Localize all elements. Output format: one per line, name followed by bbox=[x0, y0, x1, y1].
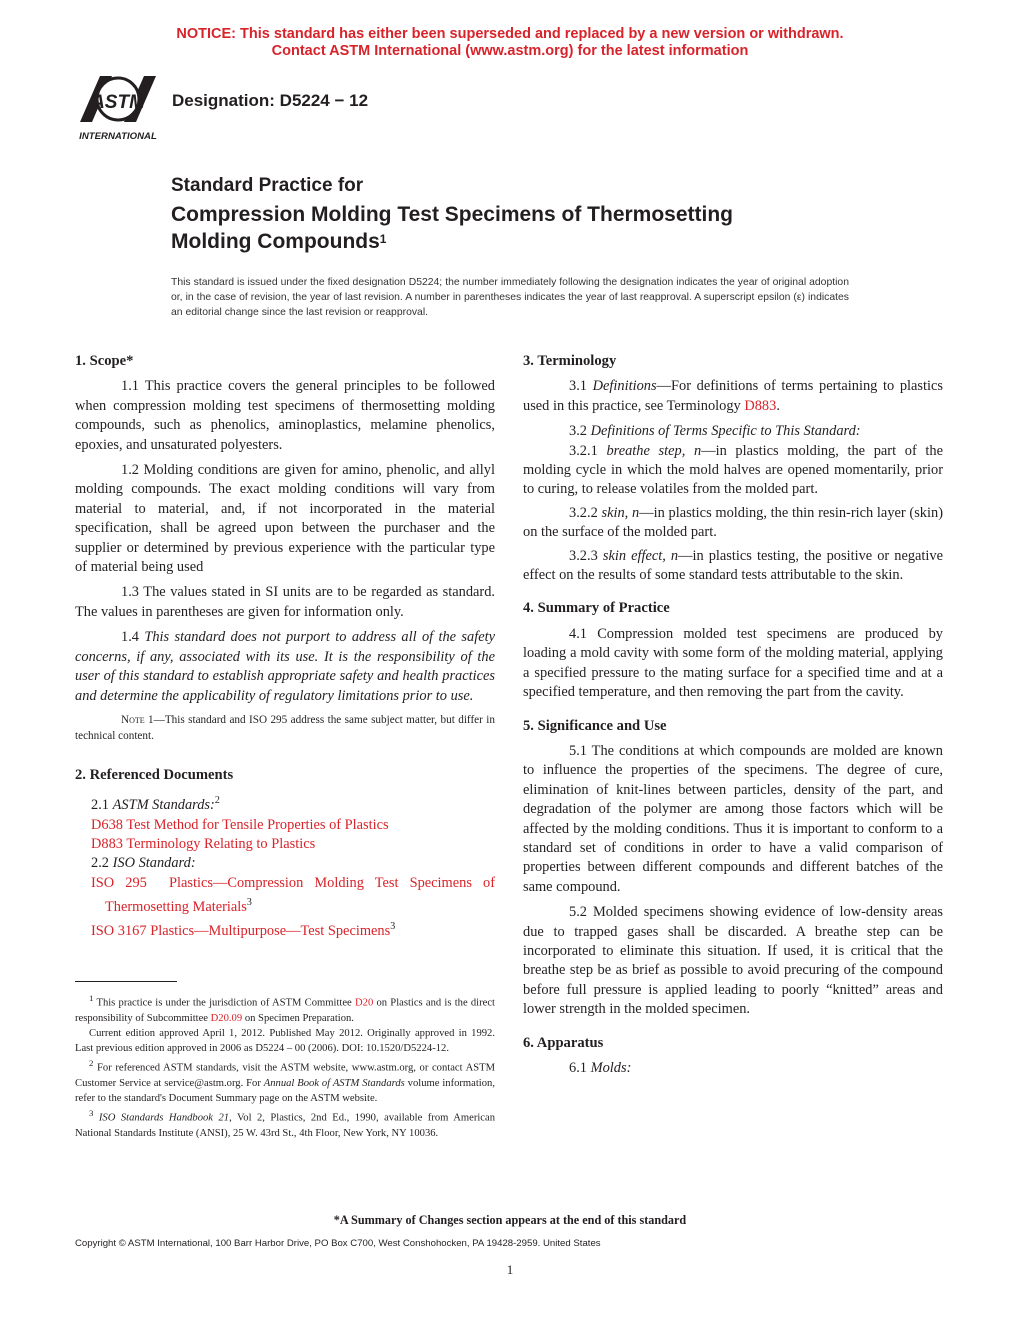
notice-line-2: Contact ASTM International (www.astm.org) for the latest information bbox=[271, 42, 749, 59]
para-2-2-num: 2.2 bbox=[91, 855, 109, 872]
astm-logo-icon bbox=[72, 72, 164, 144]
left-column bbox=[75, 352, 495, 942]
title-line-2: Compression Molding Test Specimens of Thermosetting bbox=[171, 203, 734, 226]
ref-d638-title[interactable]: Test Method for Tensile Properties of Plastics bbox=[126, 816, 389, 833]
footnote-1-text-c: on Specimen Preparation. bbox=[244, 1012, 354, 1024]
footnote-rule bbox=[75, 981, 177, 982]
section-1-heading: 1. Scope* bbox=[75, 353, 134, 369]
title-line-1: Standard Practice for bbox=[171, 175, 364, 196]
footnote-3-italic: ISO Standards Handbook 21 bbox=[98, 1113, 230, 1125]
note-1 bbox=[75, 712, 495, 744]
section-2-heading: 2. Referenced Documents bbox=[75, 766, 234, 783]
section-4-heading: 4. Summary of Practice bbox=[523, 600, 670, 617]
para-3-2-1-text: —in plastics molding, the part of the molding cycle in which the mold halves are opened momentarily, prior to curing, to release volatiles from the molded part. bbox=[523, 442, 943, 498]
para-3-2-1-term: breathe step, n bbox=[606, 442, 702, 459]
notice-line-1: NOTICE: This standard has either been superseded and replaced by a new version or withdrawn. bbox=[176, 26, 844, 42]
para-3-2-2-term: skin, n bbox=[601, 504, 640, 521]
para-3-1-text: —For definitions of terms pertaining to plastics used in this practice, see Terminology bbox=[523, 378, 943, 414]
logo-label: INTERNATIONAL bbox=[79, 131, 157, 142]
ref-d638[interactable] bbox=[91, 816, 495, 835]
footnote-1-link-d20[interactable]: D20 bbox=[355, 997, 374, 1009]
right-column bbox=[523, 352, 943, 1078]
para-3-2-1-num: 3.2.1 bbox=[569, 442, 598, 459]
para-6-1-label: Molds: bbox=[590, 1060, 632, 1076]
ref-iso3167-sup: 3 bbox=[390, 921, 396, 933]
ref-d883-title[interactable]: Terminology Relating to Plastics bbox=[126, 835, 316, 852]
ref-iso295-code[interactable]: ISO 295 bbox=[91, 874, 147, 891]
page-number: 1 bbox=[506, 1262, 514, 1277]
para-6-1 bbox=[523, 1059, 943, 1078]
ref-iso3167-title[interactable]: Plastics—Multipurpose—Test Specimens bbox=[150, 923, 391, 940]
para-3-2-3-num: 3.2.3 bbox=[569, 547, 598, 564]
section-5-heading: 5. Significance and Use bbox=[523, 717, 667, 734]
notice-banner bbox=[0, 26, 1020, 59]
para-2-2 bbox=[91, 854, 495, 873]
footnote-1 bbox=[75, 991, 495, 1026]
para-1-1: 1.1 This practice covers the general principles to be followed when compression molding test specimens of thermosetting molding compounds, such as phenolics, aminoplastics, melamine phenolics, epoxies, and unsaturated polyesters. bbox=[75, 378, 495, 453]
para-2-1-label: ASTM Standards: bbox=[112, 797, 215, 814]
footnote-1-mark: 1 bbox=[89, 993, 94, 1003]
para-2-1-num: 2.1 bbox=[91, 797, 109, 814]
title-footnote-mark: 1 bbox=[379, 232, 387, 246]
para-3-1 bbox=[523, 377, 943, 416]
footnote-3-text: , Vol 2, Plastics, 2nd Ed., 1990, available from American National Standards Institute (ANSI), 25 W. 43rd St., 4th Floor, New York, NY 10036. bbox=[75, 1113, 496, 1140]
para-1-4 bbox=[75, 628, 495, 706]
copyright: Copyright © ASTM International, 100 Barr Harbor Drive, PO Box C700, West Conshohocken, PA 19428-2959. United States bbox=[75, 1238, 601, 1249]
para-3-2 bbox=[523, 422, 943, 441]
para-3-2-3 bbox=[523, 547, 943, 586]
ref-iso295-sup: 3 bbox=[246, 897, 252, 909]
footnotes bbox=[75, 991, 495, 1141]
referenced-documents-list bbox=[75, 791, 495, 941]
para-3-2-2-num: 3.2.2 bbox=[569, 504, 598, 521]
para-3-2-2-text: —in plastics molding, the thin resin-rich layer (skin) on the surface of the molded part. bbox=[523, 504, 943, 541]
summary-of-changes-note: *A Summary of Changes section appears at the end of this standard bbox=[333, 1213, 687, 1227]
footnote-2 bbox=[75, 1056, 495, 1106]
section-6-heading: 6. Apparatus bbox=[523, 1034, 604, 1051]
para-3-2-1 bbox=[523, 442, 943, 500]
footnote-3-mark: 3 bbox=[89, 1108, 94, 1119]
footnote-2-text-a: For referenced ASTM standards, visit the ASTM website, www.astm.org, or contact ASTM Customer Service at service@astm.org. For bbox=[75, 1062, 495, 1090]
para-6-1-num: 6.1 bbox=[569, 1060, 587, 1076]
designation: Designation: D5224 − 12 bbox=[172, 91, 369, 110]
note-1-text: —This standard and ISO 295 address the same subject matter, but differ in technical content. bbox=[75, 713, 495, 742]
para-5-2: 5.2 Molded specimens showing evidence of low-density areas due to trapped gases shall be discarded. A breathe step can be incorporated to eliminate this situation. If used, it is critical that the breathe step be as brief as possible to avoid precuring of the compound before full pressure is applied leading to poorly “knitted” areas and lower strength in the molded specimen. bbox=[523, 904, 943, 1018]
ref-iso295-title[interactable]: Plastics—Compression Molding Test Specimens of Thermosetting Materials bbox=[105, 874, 495, 915]
para-3-2-2 bbox=[523, 504, 943, 543]
note-1-label: Note 1 bbox=[121, 713, 154, 726]
footnote-1-text-a: This practice is under the jurisdiction of ASTM Committee bbox=[96, 997, 352, 1009]
footnote-1-text-b: on Plastics and is the direct responsibility of Subcommittee bbox=[75, 997, 495, 1024]
para-1-3: 1.3 The values stated in SI units are to be regarded as standard. The values in parentheses are given for information only. bbox=[75, 584, 495, 620]
para-3-2-label: Definitions of Terms Specific to This Standard: bbox=[590, 423, 861, 440]
para-2-1-sup: 2 bbox=[214, 795, 220, 807]
para-3-2-3-text: —in plastics testing, the positive or negative effect on the results of some standard tests attributable to the skin. bbox=[523, 547, 944, 584]
para-5-1: 5.1 The conditions at which compounds are molded are known to influence the properties of the specimens. The degree of cure, elimination of knit-lines between particles, density of the part, and degradation of the polymer are among those factors which will be affected by the molding conditions. Thus it is important to conform to a standard set of conditions in order to have a valid comparison of properties between different compounds and different batches of the same compound. bbox=[523, 742, 943, 895]
title-line-3-text: Molding Compounds bbox=[171, 230, 380, 253]
ref-iso3167-code[interactable]: ISO 3167 bbox=[91, 923, 147, 940]
footnote-1-link-d2009[interactable]: D20.09 bbox=[210, 1012, 243, 1024]
link-d883[interactable]: D883 bbox=[744, 397, 777, 414]
section-3-heading: 3. Terminology bbox=[523, 353, 617, 369]
issued-statement: This standard is issued under the fixed designation D5224; the number immediately following the designation indicates the year of original adoption or, in the case of revision, the year of last revision. A number in parentheses indicates the year of last reapproval. A superscript epsilon (ε) indicates an editorial change since the last revision or reapproval. bbox=[171, 277, 849, 318]
ref-d638-code[interactable]: D638 bbox=[91, 816, 123, 833]
para-3-1-end: . bbox=[776, 397, 780, 414]
para-1-4-text: This standard does not purport to address all of the safety concerns, if any, associated with its use. It is the responsibility of the user of this standard to establish appropriate safety and health practices and determine the applicability of regulatory limitations prior to use. bbox=[75, 629, 495, 704]
ref-iso3167[interactable] bbox=[91, 917, 495, 941]
title-line-3 bbox=[171, 228, 891, 255]
footnote-2-text-b: volume information, refer to the standard's Document Summary page on the ASTM website. bbox=[75, 1078, 495, 1105]
footnote-3 bbox=[75, 1106, 495, 1141]
logo-letters: ASTM bbox=[91, 92, 145, 113]
para-1-4-num: 1.4 bbox=[121, 629, 139, 646]
astm-logo bbox=[72, 72, 164, 144]
footnote-2-mark: 2 bbox=[89, 1058, 94, 1069]
ref-d883-code[interactable]: D883 bbox=[91, 835, 123, 852]
ref-d883[interactable] bbox=[91, 835, 495, 854]
para-3-1-label: Definitions bbox=[592, 378, 657, 395]
para-3-1-num: 3.1 bbox=[569, 378, 587, 395]
ref-iso295[interactable] bbox=[91, 874, 495, 918]
para-3-2-3-term: skin effect, n bbox=[602, 547, 679, 564]
para-2-2-label: ISO Standard: bbox=[112, 855, 196, 872]
footnote-2-italic: Annual Book of ASTM Standards bbox=[263, 1078, 405, 1090]
para-1-2: 1.2 Molding conditions are given for amino, phenolic, and allyl molding compounds. The exact molding conditions will vary from material to material, and, if not incorporated in the material specification, shall be agreed upon between the purchaser and the supplier or determined by previous experience with the particular type of material being used bbox=[75, 462, 495, 576]
para-2-1 bbox=[91, 791, 495, 815]
para-3-2-num: 3.2 bbox=[569, 423, 587, 440]
footnote-1-edition: Current edition approved April 1, 2012. Published May 2012. Originally approved in 1992. Last previous edition approved in 2006 as D5224 – 00 (2006). DOI: 10.1520/D5224-12. bbox=[75, 1027, 495, 1055]
para-4-1: 4.1 Compression molded test specimens are produced by loading a mold cavity with some form of the molding material, applying a specified pressure to the mating surface for a specified time and at a specified temperature, and then removing the part from the cavity. bbox=[523, 625, 943, 701]
title-main bbox=[171, 201, 891, 255]
